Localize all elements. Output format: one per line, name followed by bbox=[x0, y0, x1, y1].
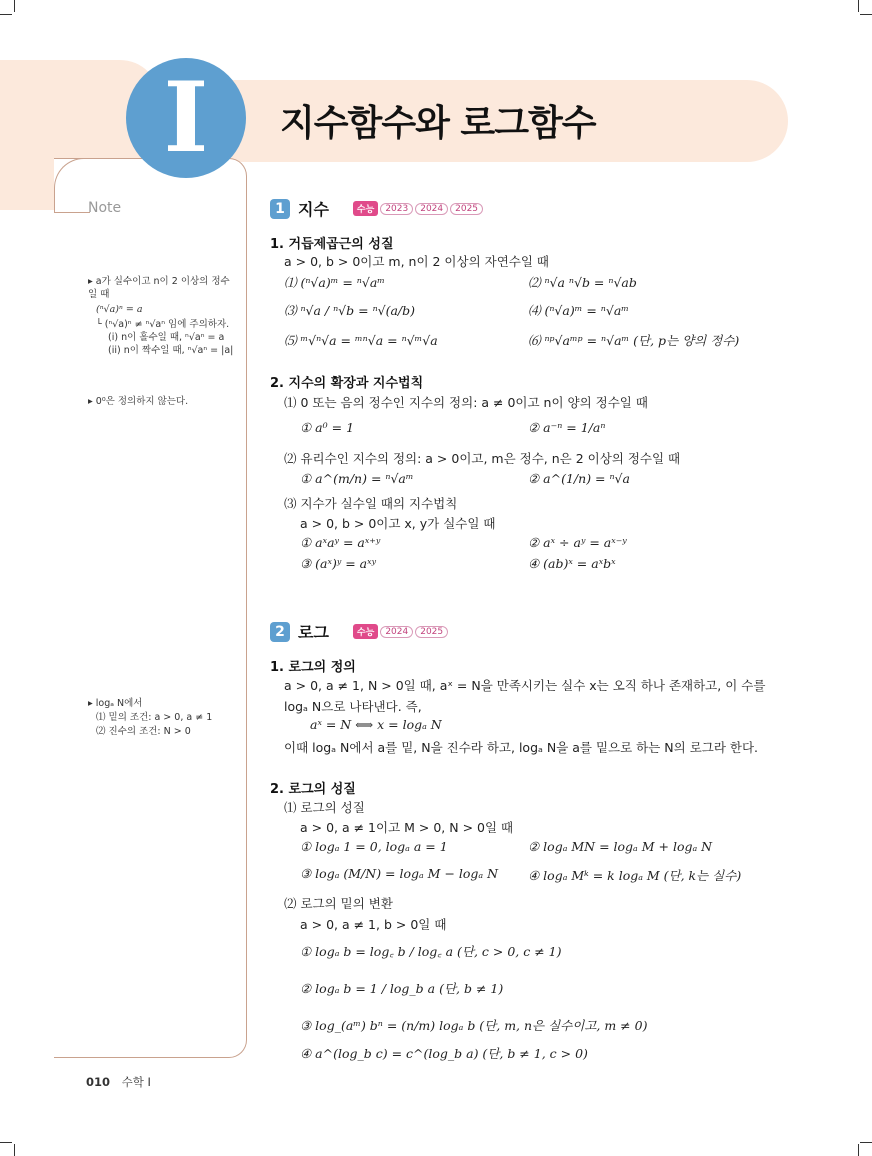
formula: ⑸ ᵐ√ⁿ√a = ᵐⁿ√a = ⁿ√ᵐ√a bbox=[284, 333, 438, 348]
formula: ① aˣaʸ = aˣ⁺ʸ bbox=[300, 535, 381, 550]
crop-mark bbox=[860, 1142, 872, 1143]
formula: ① a^(m/n) = ⁿ√aᵐ bbox=[300, 471, 414, 486]
formula: ④ a^(log_b c) = c^(log_b a) (단, b ≠ 1, c > 0) bbox=[300, 1046, 588, 1061]
chapter-numeral: I bbox=[126, 58, 246, 178]
crop-mark bbox=[14, 1144, 15, 1156]
section-number: 2 bbox=[270, 622, 290, 642]
year-badge: 2024 bbox=[415, 203, 448, 215]
formula: ② logₐ MN = logₐ M + logₐ N bbox=[528, 839, 713, 854]
side-note: ▸ 0⁰은 정의하지 않는다. bbox=[88, 396, 189, 407]
exam-badge: 수능 bbox=[353, 624, 378, 639]
formula: aˣ = N ⟺ x = logₐ N bbox=[310, 717, 442, 732]
section-title: 로그 bbox=[298, 623, 329, 642]
side-note: ▸ logₐ N에서 bbox=[88, 698, 143, 709]
formula: ⑶ ⁿ√a / ⁿ√b = ⁿ√(a/b) bbox=[284, 303, 416, 318]
year-badge: 2023 bbox=[380, 203, 413, 215]
side-note: ⑵ 진수의 조건: N > 0 bbox=[96, 726, 191, 737]
subject-name: 수학 I bbox=[121, 1075, 151, 1089]
side-note: (ii) n이 짝수일 때, ⁿ√aⁿ = |a| bbox=[108, 345, 234, 356]
body-text: logₐ N으로 나타낸다. 즉, bbox=[284, 699, 422, 714]
formula: ② logₐ b = 1 / log_b a (단, b ≠ 1) bbox=[300, 981, 504, 996]
year-badge: 2025 bbox=[450, 203, 483, 215]
side-note: └ (ⁿ√a)ⁿ ≠ ⁿ√aⁿ 임에 주의하자. bbox=[96, 319, 230, 330]
formula: ② a^(1/n) = ⁿ√a bbox=[528, 471, 630, 486]
year-badge: 2024 bbox=[380, 626, 413, 638]
formula: ⑵ ⁿ√a ⁿ√b = ⁿ√ab bbox=[528, 275, 637, 290]
body-text: ⑶ 지수가 실수일 때의 지수법칙 bbox=[284, 496, 458, 511]
body-text: a > 0, a ≠ 1, b > 0일 때 bbox=[300, 917, 447, 932]
body-text: ⑴ 로그의 성질 bbox=[284, 800, 365, 815]
body-text: a > 0, b > 0이고 m, n이 2 이상의 자연수일 때 bbox=[284, 254, 549, 269]
side-note: (i) n이 홀수일 때, ⁿ√aⁿ = a bbox=[108, 332, 225, 343]
exam-badges bbox=[353, 201, 483, 216]
formula: ② aˣ ÷ aʸ = aˣ⁻ʸ bbox=[528, 535, 627, 550]
body-text: a > 0, a ≠ 1, N > 0일 때, aˣ = N을 만족시키는 실수 x는 오직 하나 존재하고, 이 수를 bbox=[284, 678, 766, 693]
section-heading bbox=[270, 197, 483, 220]
subheading: 2. 로그의 성질 bbox=[270, 782, 356, 797]
page-number: 010 bbox=[86, 1075, 111, 1089]
crop-mark bbox=[860, 14, 872, 15]
section-title: 지수 bbox=[298, 200, 329, 219]
formula: ② a⁻ⁿ = 1/aⁿ bbox=[528, 420, 606, 435]
subheading: 1. 로그의 정의 bbox=[270, 660, 356, 675]
crop-mark bbox=[858, 1144, 859, 1156]
body-text: ⑴ 0 또는 음의 정수인 지수의 정의: a ≠ 0이고 n이 양의 정수일 때 bbox=[284, 395, 648, 410]
chapter-title: 지수함수와 로그함수 bbox=[280, 103, 596, 144]
body-text: a > 0, a ≠ 1이고 M > 0, N > 0일 때 bbox=[300, 820, 514, 835]
formula: ⑹ ⁿᵖ√aᵐᵖ = ⁿ√aᵐ (단, p는 양의 정수) bbox=[528, 333, 740, 348]
formula: ① logₐ 1 = 0, logₐ a = 1 bbox=[300, 839, 448, 854]
year-badge: 2025 bbox=[415, 626, 448, 638]
section-heading bbox=[270, 620, 448, 643]
body-text: 이때 logₐ N에서 a를 밑, N을 진수라 하고, logₐ N을 a를 밑으로 하는 N의 로그라 한다. bbox=[284, 740, 759, 755]
crop-mark bbox=[858, 0, 859, 12]
body-text: ⑵ 로그의 밑의 변환 bbox=[284, 896, 393, 911]
section-number: 1 bbox=[270, 199, 290, 219]
side-note: (ⁿ√a)ⁿ = a bbox=[96, 304, 143, 315]
exam-badges bbox=[353, 624, 448, 639]
crop-mark bbox=[14, 0, 15, 12]
body-text: a > 0, b > 0이고 x, y가 실수일 때 bbox=[300, 516, 496, 531]
formula: ① a⁰ = 1 bbox=[300, 420, 355, 435]
subheading: 2. 지수의 확장과 지수법칙 bbox=[270, 376, 424, 391]
formula: ⑴ (ⁿ√a)ᵐ = ⁿ√aᵐ bbox=[284, 275, 385, 290]
side-note: ▸ a가 실수이고 n이 2 이상의 정수일 때 bbox=[88, 276, 230, 300]
formula: ① logₐ b = log꜀ b / log꜀ a (단, c > 0, c ≠ 1) bbox=[300, 944, 562, 959]
formula: ④ (ab)ˣ = aˣbˣ bbox=[528, 556, 616, 571]
crop-mark bbox=[0, 1142, 12, 1143]
body-text: ⑵ 유리수인 지수의 정의: a > 0이고, m은 정수, n은 2 이상의 정수일 때 bbox=[284, 451, 681, 466]
note-label: Note bbox=[88, 200, 122, 216]
crop-mark bbox=[0, 14, 12, 15]
note-rule bbox=[54, 212, 90, 213]
exam-badge: 수능 bbox=[353, 201, 378, 216]
formula: ⑷ (ⁿ√a)ᵐ = ⁿ√aᵐ bbox=[528, 303, 629, 318]
side-note: ⑴ 밑의 조건: a > 0, a ≠ 1 bbox=[96, 712, 213, 723]
formula: ③ log_(aᵐ) bⁿ = (n/m) logₐ b (단, m, n은 실수이고, m ≠ 0) bbox=[300, 1018, 648, 1033]
page-footer bbox=[86, 1074, 151, 1090]
formula: ③ logₐ (M/N) = logₐ M − logₐ N bbox=[300, 866, 499, 881]
formula: ③ (aˣ)ʸ = aˣʸ bbox=[300, 556, 377, 571]
formula: ④ logₐ Mᵏ = k logₐ M (단, k는 실수) bbox=[528, 868, 742, 883]
subheading: 1. 거듭제곱근의 성질 bbox=[270, 237, 394, 252]
